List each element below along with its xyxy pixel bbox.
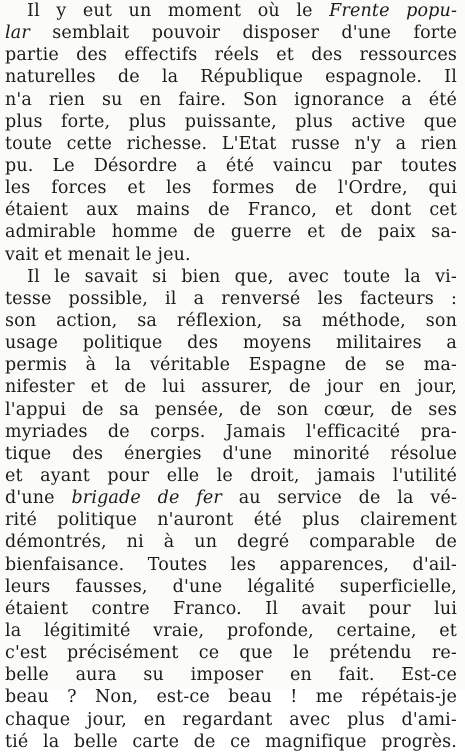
text-line: et ayant pour elle le droit, jamais l'utilité	[5, 465, 457, 486]
text-line: toute cette richesse. L'Etat russe n'y a rien	[5, 133, 457, 154]
text-line: les forces et les formes de l'Ordre, qui	[5, 178, 457, 199]
text-line: Il le savait si bien que, avec toute la vi-	[27, 266, 457, 287]
text-line: admirable homme de guerre et de paix sa-	[5, 222, 457, 243]
italic-text: lar	[5, 23, 30, 44]
text-line: vait et menait le jeu.	[5, 244, 191, 265]
text-line: la légitimité vraie, profonde, certaine, et	[5, 620, 457, 641]
text-line: tié la belle carte de ce magnifique progrès.	[5, 731, 457, 752]
text-line: nifester et de lui assurer, de jour en jour,	[5, 377, 457, 398]
text-line: partie des effectifs réels et des ressources	[5, 45, 457, 66]
text-line: usage politique des moyens militaires a	[5, 333, 457, 354]
text-line	[5, 0, 457, 22]
article-column	[5, 0, 457, 753]
text-line: leurs fausses, d'une légalité superficielle,	[5, 576, 457, 597]
text-line: chaque jour, en regardant avec plus d'ami-	[5, 709, 457, 730]
text-line: son action, sa réflexion, sa méthode, son	[5, 310, 457, 331]
line-text: Il y eut un moment où le	[27, 1, 330, 21]
text-line: étaient aux mains de Franco, et dont cet	[5, 200, 457, 221]
text-line: permis à la véritable Espagne de se ma-	[5, 355, 457, 376]
text-line: belle aura su imposer en fait. Est-ce	[5, 665, 457, 686]
line-text: semblait pouvoir disposer d'une forte	[29, 23, 457, 44]
text-line	[5, 487, 457, 509]
text-line: c'est précisément ce que le prétendu re-	[5, 643, 457, 664]
text-line: naturelles de la République espagnole. Il	[5, 67, 457, 88]
text-line: rité politique n'auront été plus clairement	[5, 510, 457, 531]
text-line: myriades de corps. Jamais l'efficacité pra-	[5, 421, 457, 442]
text-line: l'appui de sa pensée, de son cœur, de ses	[5, 399, 457, 420]
italic-text: Frente popu-	[329, 1, 458, 21]
text-line: plus forte, plus puissante, plus active que	[5, 111, 457, 132]
line-text: d'une	[5, 488, 72, 509]
text-line: n'a rien su en faire. Son ignorance a été	[5, 89, 457, 110]
text-line: tesse possible, il a renversé les facteurs :	[5, 288, 457, 309]
line-text: au service de la vé-	[221, 488, 458, 509]
text-line: tique des énergies d'une minorité résolue	[5, 443, 457, 464]
text-line: bienfaisance. Toutes les apparences, d'ail-	[5, 554, 457, 575]
text-line	[5, 22, 457, 44]
text-line: démontrés, ni à un degré comparable de	[5, 532, 457, 553]
text-line: pu. Le Désordre a été vaincu par toutes	[5, 155, 457, 176]
text-line: beau ? Non, est-ce beau ! me répétais-je	[5, 687, 457, 708]
text-line: étaient contre Franco. Il avait pour lui	[5, 598, 457, 619]
italic-text: brigade de fer	[71, 488, 222, 509]
